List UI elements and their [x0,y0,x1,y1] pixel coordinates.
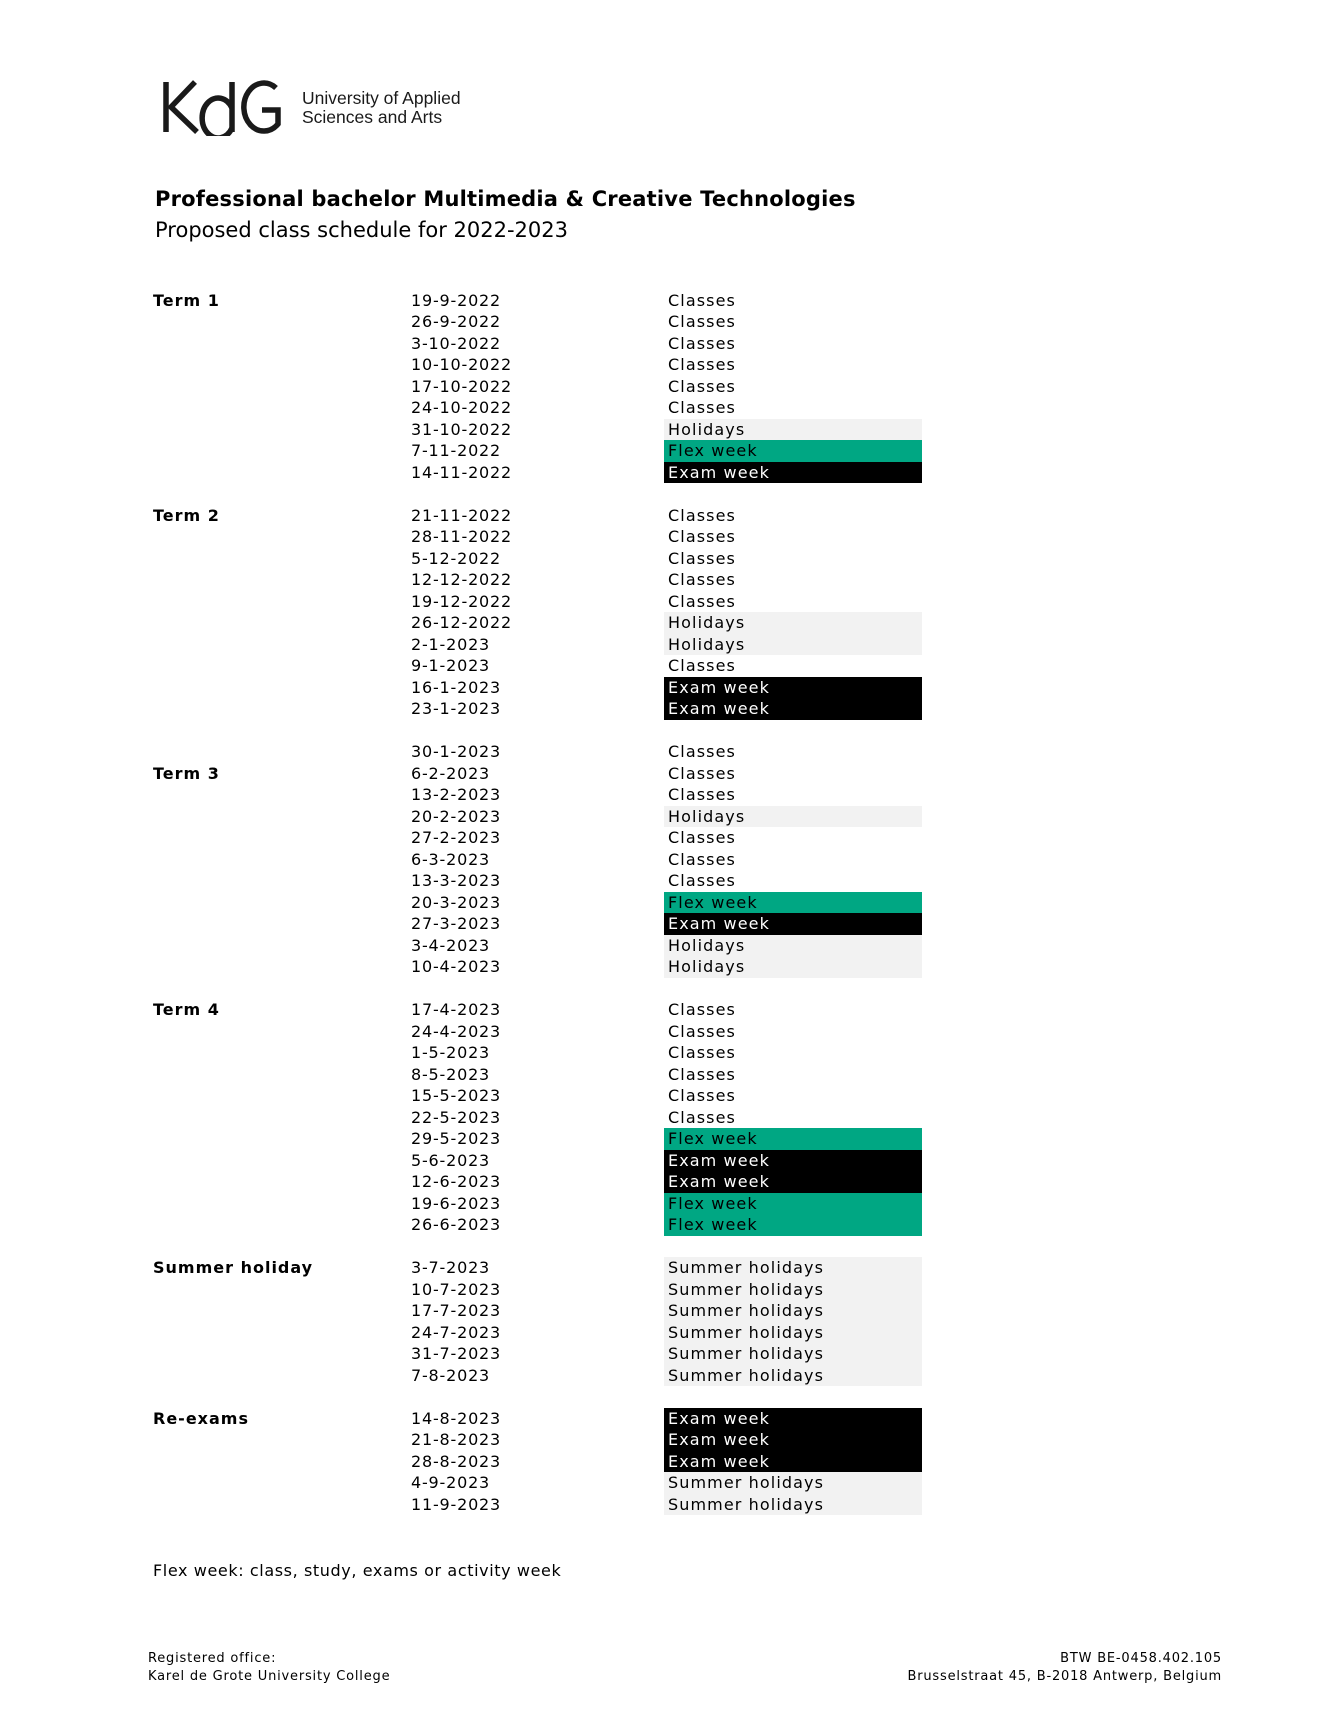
term-label: Term 2 [153,505,220,525]
term-label: Term 4 [153,1000,220,1019]
table-row [0,698,1000,720]
week-date: 27-2-2023 [411,828,502,847]
table-row [0,999,1000,1021]
week-date: 6-3-2023 [411,849,491,869]
footer-college-name: Karel de Grote University College [148,1669,391,1684]
week-status: Classes [668,505,736,525]
week-status: Classes [668,312,736,331]
table-row [0,1494,1000,1516]
week-date: 22-5-2023 [411,1107,502,1127]
table-row [0,1322,1000,1344]
week-status: Summer holidays [664,1279,922,1301]
week-date: 31-10-2022 [411,419,512,439]
week-status: Classes [668,548,736,568]
week-date: 10-10-2022 [411,355,512,374]
week-status: Classes [668,656,736,675]
week-status: Classes [668,871,736,890]
week-status: Holidays [664,612,922,634]
footer-left [148,1650,390,1686]
week-date: 15-5-2023 [411,1086,502,1105]
week-status: Holidays [664,634,922,656]
week-date: 26-9-2022 [411,312,502,331]
page-subtitle: Proposed class schedule for 2022-2023 [155,218,568,242]
table-row [0,849,1000,871]
week-status: Flex week [664,1128,922,1150]
week-date: 8-5-2023 [411,1064,491,1084]
table-row [0,1042,1000,1064]
week-status: Summer holidays [664,1300,922,1322]
week-status: Exam week [664,1451,922,1473]
week-date: 16-1-2023 [411,677,502,697]
table-row [0,1214,1000,1236]
week-date: 24-4-2023 [411,1021,502,1041]
week-status: Classes [668,1086,736,1105]
kdg-logo-mark [162,80,284,136]
week-status: Classes [668,763,736,783]
week-date: 26-12-2022 [411,613,512,632]
table-row [0,354,1000,376]
week-status: Classes [668,527,736,546]
week-status: Classes [668,1000,736,1019]
week-date: 28-8-2023 [411,1451,502,1471]
table-row [0,333,1000,355]
table-row [0,956,1000,978]
week-status: Flex week [664,440,922,462]
term-label: Term 3 [153,763,220,783]
week-status: Classes [668,290,736,310]
week-date: 19-12-2022 [411,591,512,611]
week-date: 10-4-2023 [411,957,502,976]
week-status: Summer holidays [664,1257,922,1279]
table-row [0,1408,1000,1430]
week-date: 3-10-2022 [411,333,502,353]
term-label: Term 1 [153,290,220,310]
table-row [0,1021,1000,1043]
table-row [0,548,1000,570]
week-date: 21-11-2022 [411,505,512,525]
logo-text-line2: Sciences and Arts [302,107,443,127]
table-row [0,827,1000,849]
week-date: 9-1-2023 [411,656,491,675]
week-date: 19-6-2023 [411,1193,502,1213]
table-row [0,462,1000,484]
week-status: Exam week [664,677,922,699]
logo-text-line1: University of Applied [302,88,461,108]
table-row [0,1107,1000,1129]
week-status: Summer holidays [664,1494,922,1516]
week-date: 19-9-2022 [411,290,502,310]
page-title: Professional bachelor Multimedia & Creative Technologies [155,187,856,211]
week-status: Holidays [664,806,922,828]
table-row [0,1279,1000,1301]
week-status: Summer holidays [664,1343,922,1365]
week-date: 3-4-2023 [411,935,491,955]
week-status: Flex week [664,892,922,914]
week-date: 6-2-2023 [411,763,491,783]
week-status: Holidays [664,956,922,978]
week-date: 21-8-2023 [411,1430,502,1449]
week-date: 13-2-2023 [411,785,502,804]
week-date: 24-10-2022 [411,398,512,417]
week-date: 5-12-2022 [411,548,502,568]
week-date: 31-7-2023 [411,1344,502,1363]
week-status: Holidays [664,419,922,441]
table-row [0,913,1000,935]
table-row [0,892,1000,914]
table-row [0,806,1000,828]
table-row [0,440,1000,462]
week-date: 23-1-2023 [411,699,502,718]
week-status: Exam week [664,1150,922,1172]
week-date: 14-11-2022 [411,462,512,482]
week-date: 1-5-2023 [411,1043,491,1062]
footer-address: Brusselstraat 45, B-2018 Antwerp, Belgium [907,1669,1222,1684]
week-status: Exam week [664,462,922,484]
week-date: 7-11-2022 [411,441,502,460]
table-row [0,870,1000,892]
week-status: Classes [668,1064,736,1084]
week-date: 14-8-2023 [411,1408,502,1428]
week-status: Summer holidays [664,1322,922,1344]
week-status: Classes [668,570,736,589]
week-date: 4-9-2023 [411,1473,491,1492]
table-row [0,505,1000,527]
table-row [0,1300,1000,1322]
week-date: 17-10-2022 [411,376,512,396]
week-status: Classes [668,355,736,374]
table-row [0,763,1000,785]
table-row [0,569,1000,591]
week-date: 2-1-2023 [411,634,491,654]
table-row [0,1171,1000,1193]
footer-right [908,1650,1222,1686]
week-status: Flex week [664,1214,922,1236]
table-row [0,397,1000,419]
legend-note: Flex week: class, study, exams or activity week [153,1561,562,1580]
week-status: Classes [668,785,736,804]
table-row [0,526,1000,548]
week-date: 24-7-2023 [411,1322,502,1342]
footer-vat-number: BTW BE-0458.402.105 [1060,1651,1222,1666]
table-row [0,311,1000,333]
week-date: 30-1-2023 [411,742,502,761]
logo-text [302,89,461,127]
week-status: Classes [668,1021,736,1041]
week-date: 20-3-2023 [411,892,502,912]
table-row [0,935,1000,957]
week-date: 28-11-2022 [411,527,512,546]
table-row [0,1472,1000,1494]
week-date: 13-3-2023 [411,871,502,890]
term-label: Summer holiday [153,1258,314,1277]
week-date: 7-8-2023 [411,1365,491,1385]
week-status: Summer holidays [664,1365,922,1387]
week-date: 12-6-2023 [411,1172,502,1191]
week-date: 17-7-2023 [411,1301,502,1320]
term-label: Re-exams [153,1408,249,1428]
table-row [0,677,1000,699]
table-row [0,612,1000,634]
week-status: Classes [668,1107,736,1127]
week-status: Holidays [664,935,922,957]
table-row [0,741,1000,763]
table-row [0,784,1000,806]
table-row [0,419,1000,441]
week-date: 27-3-2023 [411,914,502,933]
table-row [0,591,1000,613]
table-row [0,655,1000,677]
table-row [0,1429,1000,1451]
week-status: Classes [668,828,736,847]
week-status: Classes [668,376,736,396]
footer-registered-label: Registered office: [148,1651,277,1666]
week-status: Classes [668,849,736,869]
logo [162,78,461,138]
week-status: Flex week [664,1193,922,1215]
week-date: 11-9-2023 [411,1494,502,1514]
week-status: Exam week [664,1408,922,1430]
table-row [0,1193,1000,1215]
week-status: Classes [668,742,736,761]
week-date: 17-4-2023 [411,1000,502,1019]
table-row [0,1085,1000,1107]
week-date: 29-5-2023 [411,1129,502,1148]
table-row [0,1150,1000,1172]
week-date: 3-7-2023 [411,1258,491,1277]
table-row [0,1365,1000,1387]
week-date: 26-6-2023 [411,1215,502,1234]
week-status: Exam week [664,913,922,935]
week-status: Exam week [664,698,922,720]
table-row [0,1343,1000,1365]
week-status: Exam week [664,1171,922,1193]
week-date: 10-7-2023 [411,1279,502,1299]
week-status: Classes [668,398,736,417]
week-status: Classes [668,333,736,353]
week-status: Classes [668,591,736,611]
table-row [0,1257,1000,1279]
week-status: Summer holidays [664,1472,922,1494]
table-row [0,1451,1000,1473]
week-status: Classes [668,1043,736,1062]
table-row [0,290,1000,312]
table-row [0,634,1000,656]
table-row [0,376,1000,398]
week-date: 20-2-2023 [411,806,502,826]
week-date: 12-12-2022 [411,570,512,589]
table-row [0,1064,1000,1086]
week-status: Exam week [664,1429,922,1451]
table-row [0,1128,1000,1150]
week-date: 5-6-2023 [411,1150,491,1170]
